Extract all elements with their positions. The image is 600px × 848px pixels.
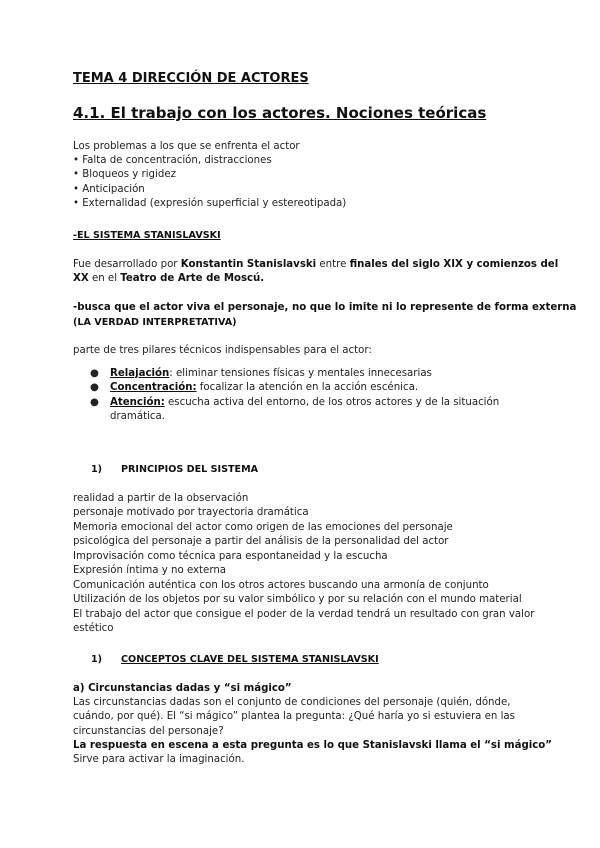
system-paragraph-line1 — [73, 258, 558, 273]
list-item: • Externalidad (expresión superficial y estereotipada) — [73, 198, 347, 209]
list-item — [90, 381, 418, 396]
list-item: Comunicación auténtica con los otros actores buscando una armonía de conjunto — [73, 580, 489, 591]
bullet-icon: ● — [90, 397, 99, 408]
list-item: El trabajo del actor que consigue el poder de la verdad tendrá un resultado con gran valor — [73, 609, 535, 620]
system-goal-line1: -busca que el actor viva el personaje, no que lo imite ni lo represente de forma externa — [73, 302, 577, 313]
system-goal-line2: (LA VERDAD INTERPRETATIVA) — [73, 317, 237, 328]
list-item: • Bloqueos y rigidez — [73, 169, 176, 180]
list-item: Improvisación como técnica para espontaneidad y la escucha — [73, 551, 388, 562]
list-item: Memoria emocional del actor como origen de las emociones del personaje — [73, 522, 453, 533]
pillar-text: focalizar la atención en la acción escénica. — [196, 382, 419, 393]
list-item — [90, 396, 499, 411]
section-number: 1) — [91, 654, 103, 665]
list-item: Expresión íntima y no externa — [73, 565, 227, 576]
concept-a-text: cuándo, por qué). El “si mágico” plantea la pregunta: ¿Qué haría yo si estuviera en las — [73, 711, 515, 722]
concept-a-text: circunstancias del personaje? — [73, 726, 224, 737]
concepts-heading — [73, 653, 379, 668]
list-item: realidad a partir de la observación — [73, 493, 249, 504]
pillar-text-continuation: dramática. — [110, 411, 165, 422]
system-paragraph-line2 — [73, 272, 264, 287]
text-run: entre — [316, 259, 350, 270]
concept-a-bold-line: La respuesta en escena a esta pregunta es lo que Stanislavski llama el “si mágico” — [73, 740, 553, 751]
pillar-text: : eliminar tensiones físicas y mentales innecesarias — [169, 368, 432, 379]
pillar-name: Relajación — [110, 368, 170, 379]
concept-a-heading: a) Circunstancias dadas y “si mágico” — [73, 683, 292, 694]
bold-theatre: Teatro de Arte de Moscú. — [120, 273, 265, 284]
page-title: TEMA 4 DIRECCIÓN DE ACTORES — [73, 71, 309, 86]
text-run: Fue desarrollado por — [73, 259, 181, 270]
text-run: en el — [88, 273, 121, 284]
concept-a-text: Las circunstancias dadas son el conjunto de condiciones del personaje (quién, dónde, — [73, 697, 511, 708]
pillar-text: escucha activa del entorno, de los otros actores y de la situación — [164, 397, 500, 408]
pillar-name: Atención: — [110, 397, 165, 408]
bold-period: finales del siglo XIX y comienzos del — [349, 259, 559, 270]
principles-heading — [73, 463, 258, 478]
concepts-heading-text: CONCEPTOS CLAVE DEL SISTEMA STANISLAVSKI — [121, 654, 379, 665]
bullet-icon: ● — [90, 368, 99, 379]
pillar-name: Concentración: — [110, 382, 197, 393]
bold-century: XX — [73, 273, 89, 284]
list-item: estético — [73, 623, 114, 634]
list-item: Utilización de los objetos por su valor simbólico y por su relación con el mundo material — [73, 594, 522, 605]
section-subtitle: 4.1. El trabajo con los actores. Nociones teóricas — [73, 104, 487, 122]
system-heading: -EL SISTEMA STANISLAVSKI — [73, 230, 221, 241]
concept-a-last-line: Sirve para activar la imaginación. — [73, 754, 245, 765]
list-item: personaje motivado por trayectoria dramática — [73, 507, 309, 518]
list-item — [90, 367, 432, 382]
list-item: • Falta de concentración, distracciones — [73, 155, 272, 166]
pillars-intro: parte de tres pilares técnicos indispensables para el actor: — [73, 345, 372, 356]
problems-intro: Los problemas a los que se enfrenta el actor — [73, 141, 300, 152]
principles-heading-text: PRINCIPIOS DEL SISTEMA — [121, 464, 259, 475]
bullet-icon: ● — [90, 382, 99, 393]
section-number: 1) — [91, 464, 103, 475]
list-item: psicológica del personaje a partir del análisis de la personalidad del actor — [73, 536, 449, 547]
bold-author: Konstantin Stanislavski — [180, 259, 317, 270]
list-item: • Anticipación — [73, 184, 145, 195]
